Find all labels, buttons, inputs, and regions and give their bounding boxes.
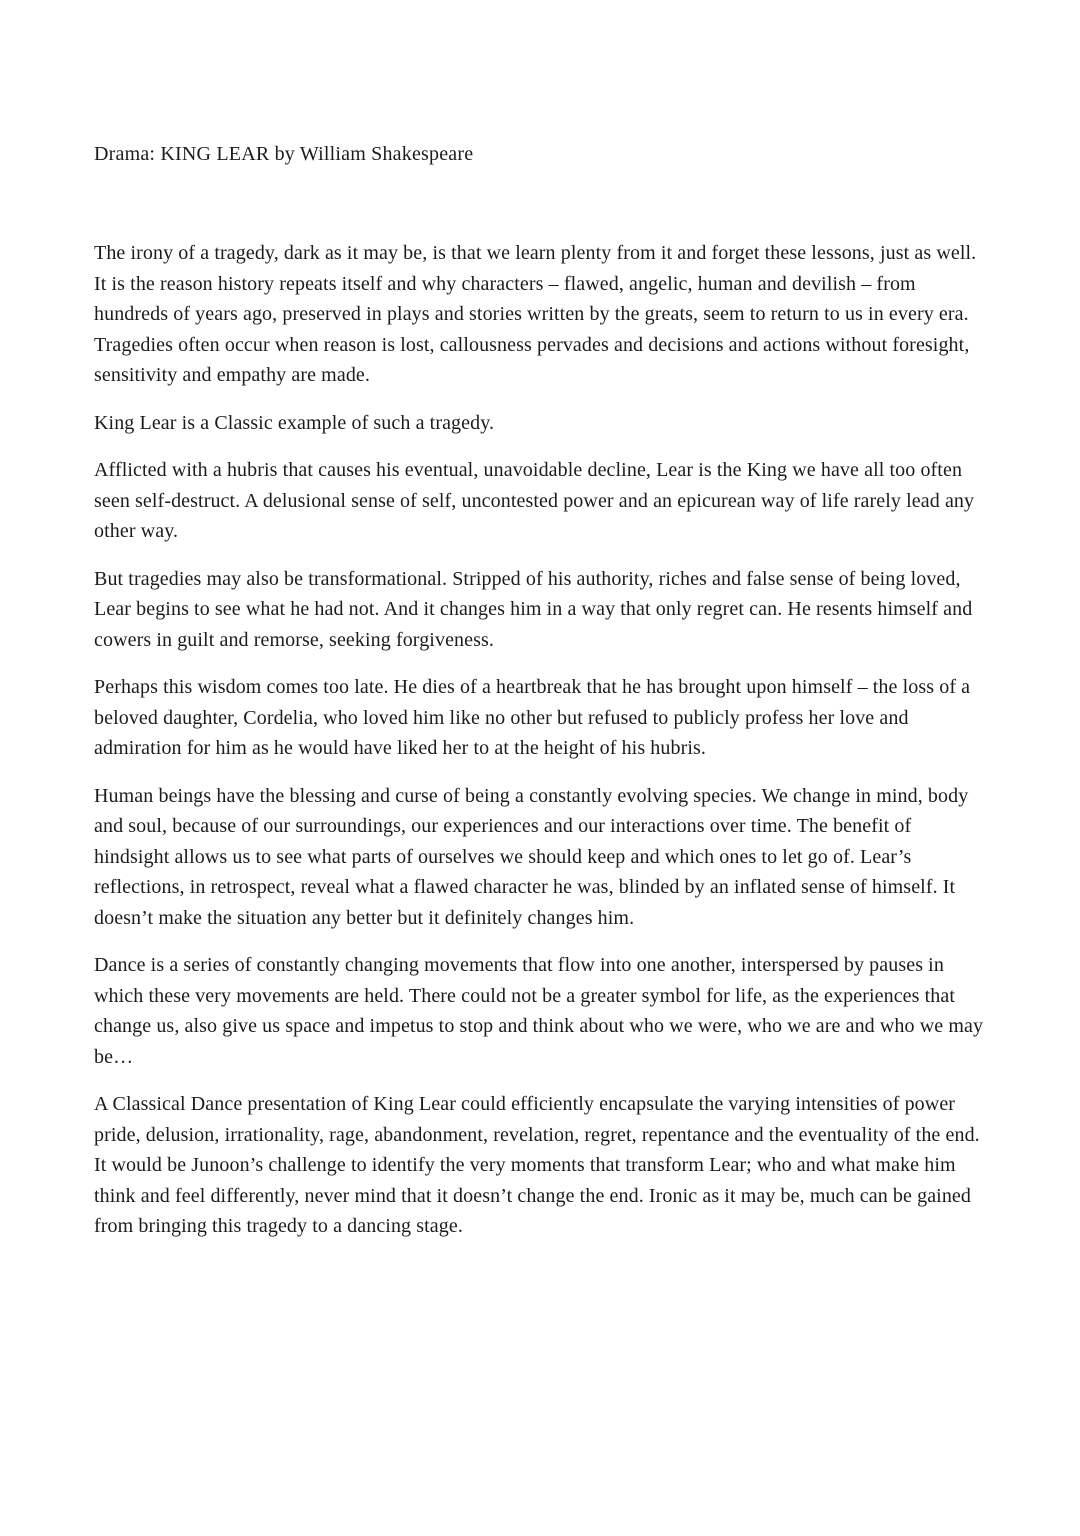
paragraph-king-lear-classic: King Lear is a Classic example of such a tragedy. bbox=[94, 411, 495, 434]
paragraph-intro: The irony of a tragedy, dark as it may be, is that we learn plenty from it and forget these lessons, just as well. It is the reason history repeats itself and why characters – flawed, angelic, human and devilish – from hundreds of years ago, preserved in plays and stories written by the greats, seem to return to us in every era. Tragedies often occur when reason is lost, callousness pervades and decisions and actions without foresight, sensitivity and empathy are made. bbox=[94, 242, 977, 386]
document-title: Drama: KING LEAR by William Shakespeare bbox=[94, 143, 474, 165]
paragraph-transformational: But tragedies may also be transformational. Stripped of his authority, riches and false sense of being loved, Lear begins to see what he had not. And it changes him in a way that only regret can. He resents himself and cowers in guilt and remorse, seeking forgiveness. bbox=[94, 567, 973, 651]
paragraph-wisdom-too-late: Perhaps this wisdom comes too late. He dies of a heartbreak that he has brought upon himself – the loss of a beloved daughter, Cordelia, who loved him like no other but refused to publicly profess her love and admiration for him as he would have liked her to at the height of his hubris. bbox=[94, 676, 971, 759]
paragraph-human-beings: Human beings have the blessing and curse of being a constantly evolving species. We change in mind, body and soul, because of our surroundings, our experiences and our interactions over time. The benefit of hindsight allows us to see what parts of ourselves we should keep and which ones to let go of. Lear’s reflections, in retrospect, reveal what a flawed character he was, blinded by an inflated sense of himself. It doesn’t make the situation any better but it definitely changes him. bbox=[94, 784, 969, 929]
document-body bbox=[94, 238, 985, 1242]
paragraph-classical-dance-presentation: A Classical Dance presentation of King Lear could efficiently encapsulate the varying intensities of power pride, delusion, irrationality, rage, abandonment, revelation, regret, repentance and the eventuality of the end. It would be Junoon’s challenge to identify the very moments that transform Lear; who and what make him think and feel differently, never mind that it doesn’t change the end. Ironic as it may be, much can be gained from bringing this tragedy to a dancing stage. bbox=[94, 1093, 980, 1237]
paragraph-dance-symbol: Dance is a series of constantly changing movements that flow into one another, interspersed by pauses in which these very movements are held. There could not be a greater symbol for life, as the experiences that change us, also give us space and impetus to stop and think about who we were, who we are and who we may be… bbox=[94, 954, 984, 1068]
paragraph-hubris: Afflicted with a hubris that causes his eventual, unavoidable decline, Lear is the King we have all too often seen self-destruct. A delusional sense of self, uncontested power and an epicurean way of life rarely lead any other way. bbox=[94, 459, 975, 542]
